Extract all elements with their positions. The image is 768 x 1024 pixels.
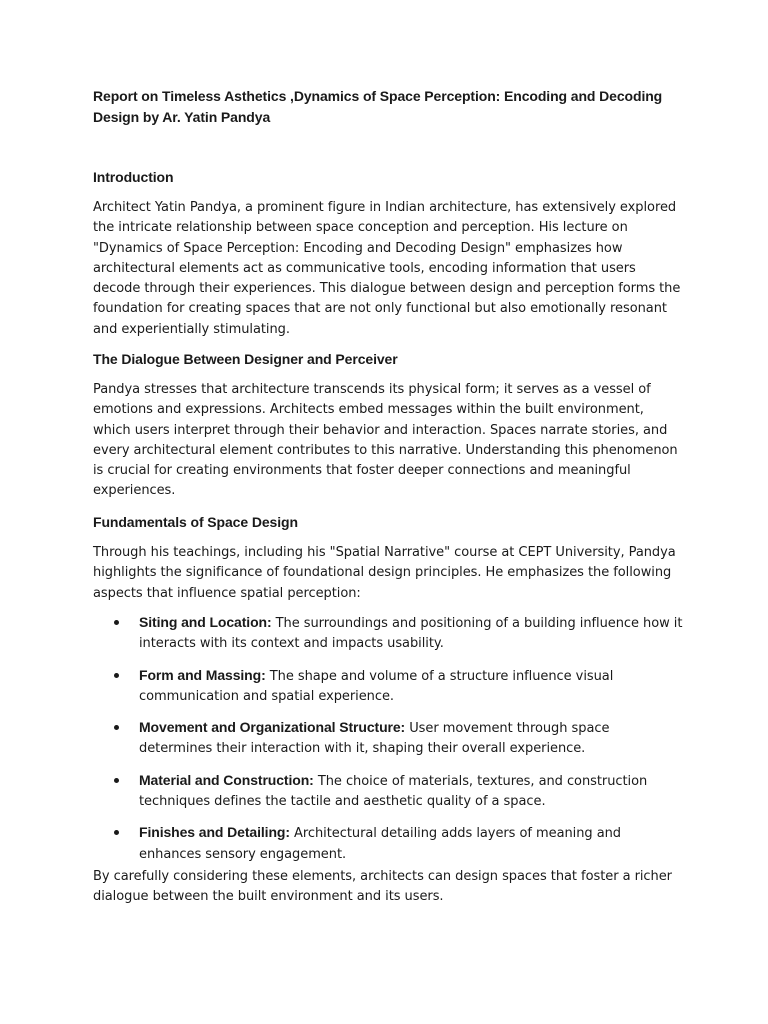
list-item-text: The choice of materials, textures, and construction techniques defines the tactile and aesthetic quality of a space. — [139, 773, 648, 810]
list-item-text: The surroundings and positioning of a building influence how it interacts with its context and impacts usability. — [139, 616, 683, 652]
list-item — [93, 770, 683, 813]
bullet-icon — [114, 725, 119, 730]
bullet-icon — [114, 830, 119, 835]
heading-fundamentals: Fundamentals of Space Design — [93, 514, 298, 530]
list-item-term: Movement and Organizational Structure: — [139, 719, 406, 736]
list-item-term: Material and Construction: — [139, 771, 314, 788]
paragraph-introduction: Architect Yatin Pandya, a prominent figure in Indian architecture, has extensively explored the intricate relationship between space conception and perception. His lecture on "Dynamics of Space Perception: Encoding and Decoding Design" emphasizes how architectural elements act as communicative tools, encoding information that users decode through their experiences. This dialogue between design and perception forms the foundation for creating spaces that are not only functional but also emotionally resonant and experientially stimulating. — [93, 200, 681, 337]
list-item-term: Finishes and Detailing: — [139, 824, 290, 841]
list-item — [93, 612, 683, 655]
paragraph-fundamentals: Through his teachings, including his "Spatial Narrative" course at CEPT University, Pandya highlights the significance of foundational design principles. He emphasizes the following aspects that influence spatial perception: — [93, 545, 676, 601]
heading-dialogue: The Dialogue Between Designer and Perceiver — [93, 351, 398, 367]
list-item-term: Siting and Location: — [139, 614, 272, 630]
list-item-text: User movement through space determines their interaction with it, shaping their overall experience. — [139, 721, 610, 757]
list-item — [93, 717, 683, 760]
bullet-icon — [114, 778, 119, 783]
paragraph-conclusion: By carefully considering these elements, architects can design spaces that foster a richer dialogue between the built environment and its users. — [93, 869, 672, 905]
paragraph-dialogue: Pandya stresses that architecture transcends its physical form; it serves as a vessel of emotions and expressions. Architects embed messages within the built environment, which users interpret through their behavior and interaction. Spaces narrate stories, and every architectural element contributes to this narrative. Understanding this phenomenon is crucial for creating environments that foster deeper connections and meaningful experiences. — [93, 382, 678, 499]
heading-introduction: Introduction — [93, 169, 174, 185]
report-title: Report on Timeless Asthetics ,Dynamics of Space Perception: Encoding and Decoding Design by Ar. Yatin Pandya — [93, 88, 663, 125]
list-item — [93, 665, 683, 708]
list-item-text: Architectural detailing adds layers of meaning and enhances sensory engagement. — [139, 826, 622, 862]
list-item-text: The shape and volume of a structure influence visual communication and spatial experience. — [139, 668, 614, 704]
list-item — [93, 822, 683, 865]
principles-list — [93, 612, 683, 875]
bullet-icon — [114, 673, 119, 678]
bullet-icon — [114, 620, 119, 625]
list-item-term: Form and Massing: — [139, 666, 266, 683]
